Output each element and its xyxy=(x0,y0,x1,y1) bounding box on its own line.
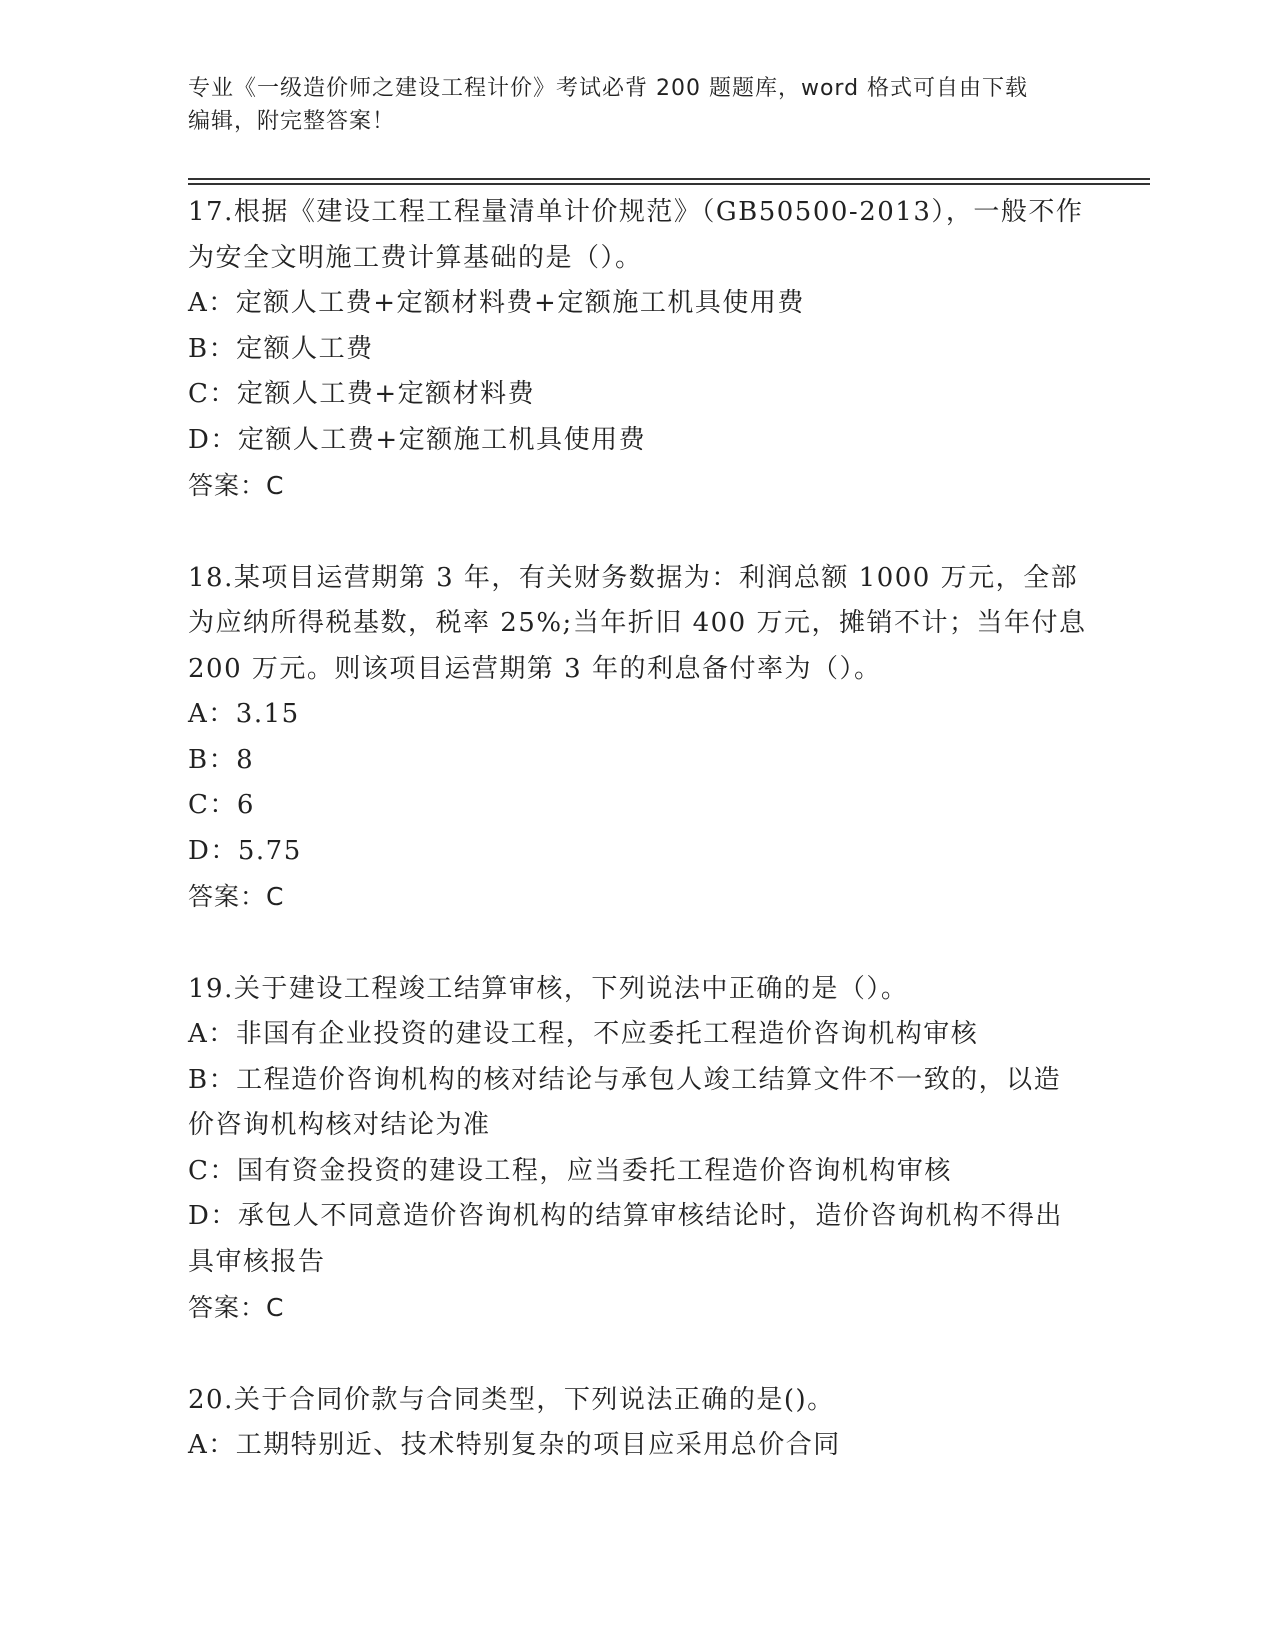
option-d: D：定额人工费+定额施工机具使用费 xyxy=(188,424,647,455)
answer: 答案：C xyxy=(188,1293,285,1322)
option-a: A：非国有企业投资的建设工程，不应委托工程造价咨询机构审核 xyxy=(188,1019,979,1049)
question-18 xyxy=(188,556,1088,920)
header-divider-top xyxy=(188,178,1150,180)
option-a: A：工期特别近、技术特别复杂的项目应采用总价合同 xyxy=(188,1430,841,1460)
question-stem: 17.根据《建设工程工程量清单计价规范》（GB50500-2013），一般不作为安全文明施工费计算基础的是（）。 xyxy=(188,197,1084,273)
question-19 xyxy=(188,967,1088,1331)
question-17 xyxy=(188,190,1088,509)
option-b: B：工程造价咨询机构的核对结论与承包人竣工结算文件不一致的，以造价咨询机构核对结论为准 xyxy=(188,1064,1062,1140)
question-list xyxy=(188,190,1088,1516)
option-c: C：国有资金投资的建设工程，应当委托工程造价咨询机构审核 xyxy=(188,1155,952,1186)
header-divider-bottom xyxy=(188,183,1150,185)
option-d: D：5.75 xyxy=(188,835,302,866)
header-line-2: 编辑，附完整答案！ xyxy=(188,109,396,134)
option-b: B：8 xyxy=(188,744,255,775)
question-20 xyxy=(188,1378,1088,1469)
option-b: B：定额人工费 xyxy=(188,333,374,364)
question-stem: 18.某项目运营期第 3 年，有关财务数据为：利润总额 1000 万元，全部为应纳所得税基数，税率 25%;当年折旧 400 万元，摊销不计；当年付息 200 万元。则该项目运营期第 3 年的利息备付率为（）。 xyxy=(188,562,1087,684)
document-header xyxy=(188,72,1068,138)
option-a: A：定额人工费+定额材料费+定额施工机具使用费 xyxy=(188,288,805,318)
option-c: C：6 xyxy=(188,790,255,820)
header-line-1: 专业《一级造价师之建设工程计价》考试必背 200 题题库，word 格式可自由下载 xyxy=(188,76,1029,101)
answer: 答案：C xyxy=(188,471,285,500)
option-a: A：3.15 xyxy=(188,699,300,729)
question-stem: 20.关于合同价款与合同类型，下列说法正确的是()。 xyxy=(188,1384,835,1415)
option-d: D：承包人不同意造价咨询机构的结算审核结论时，造价咨询机构不得出具审核报告 xyxy=(188,1201,1063,1277)
option-c: C：定额人工费+定额材料费 xyxy=(188,379,536,409)
answer: 答案：C xyxy=(188,882,285,911)
question-stem: 19.关于建设工程竣工结算审核，下列说法中正确的是（）。 xyxy=(188,973,909,1004)
